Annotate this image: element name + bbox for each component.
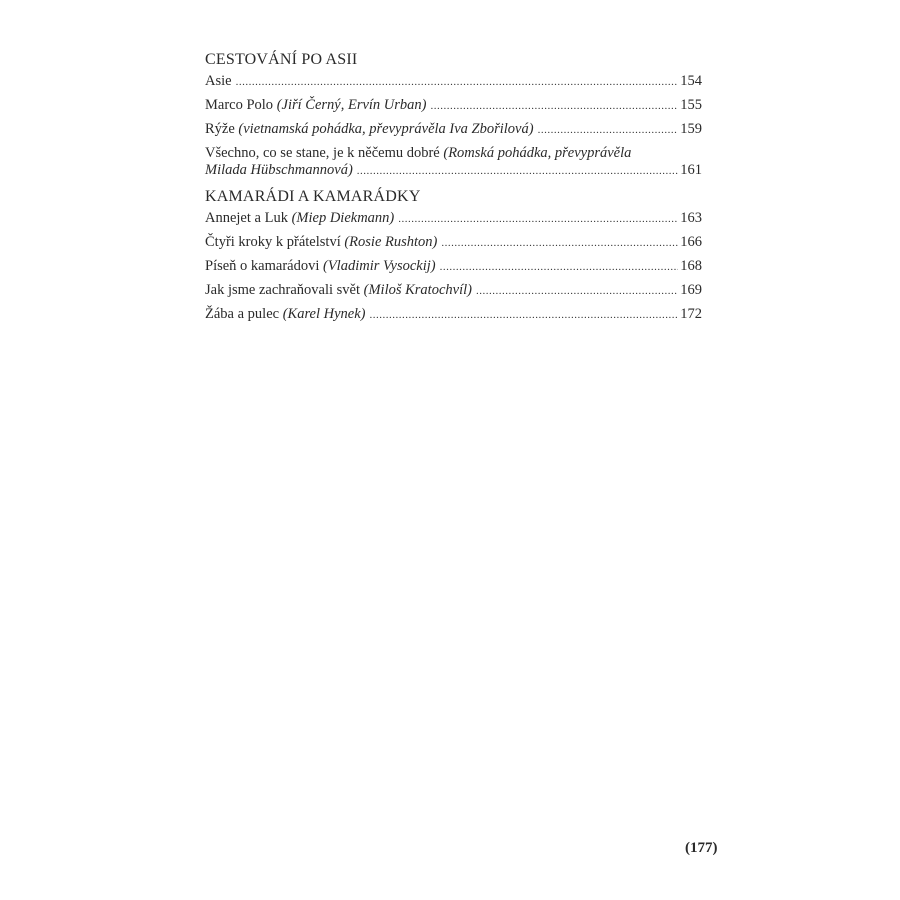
dot-leader (398, 211, 678, 228)
entry-author: (Romská pohádka, převyprávěla (443, 145, 632, 161)
toc-entry (205, 97, 702, 115)
entry-page-number: 154 (680, 73, 702, 89)
entry-title: Všechno, co se stane, je k něčemu dobré (205, 145, 444, 161)
entry-page-number: 168 (680, 258, 702, 274)
entry-author: (Rosie Rushton) (344, 234, 438, 250)
dot-leader (538, 122, 679, 139)
dot-leader (441, 235, 678, 252)
entry-title: Jak jsme zachraňovali svět (205, 282, 364, 298)
entry-author-continued: Milada Hübschmannová) (205, 162, 353, 178)
entry-title: Žába a pulec (205, 306, 283, 322)
dot-leader (440, 259, 679, 276)
entry-page-number: 163 (680, 210, 702, 226)
entry-author: (vietnamská pohádka, převyprávěla Iva Zbořilová) (238, 121, 534, 137)
entry-author: (Jiří Černý, Ervín Urban) (276, 97, 427, 113)
toc-entry (205, 282, 702, 300)
page-number: (177) (685, 840, 718, 856)
toc-entry (205, 210, 702, 228)
entry-page-number: 161 (680, 162, 702, 178)
entry-title: Rýže (205, 121, 239, 137)
toc-entry (205, 258, 702, 276)
entry-author: (Miep Diekmann) (291, 210, 395, 226)
section-heading: KAMARÁDI A KAMARÁDKY (205, 188, 421, 205)
dot-leader (476, 283, 678, 300)
entry-page-number: 159 (680, 121, 702, 137)
entry-page-number: 166 (680, 234, 702, 250)
entry-title: Marco Polo (205, 97, 277, 113)
entry-title: Čtyři kroky k přátelství (205, 234, 345, 250)
entry-page-number: 172 (680, 306, 702, 322)
entry-page-number: 169 (680, 282, 702, 298)
toc-entry (205, 145, 702, 180)
entry-title: Píseň o kamarádovi (205, 258, 323, 274)
dot-leader (431, 98, 679, 115)
entry-title: Annejet a Luk (205, 210, 292, 226)
toc-entry (205, 121, 702, 139)
entry-author: (Miloš Kratochvíl) (363, 282, 472, 298)
entry-page-number: 155 (680, 97, 702, 113)
toc-entry (205, 306, 702, 324)
section-heading: CESTOVÁNÍ PO ASII (205, 51, 358, 68)
toc-entry (205, 234, 702, 252)
entry-author: (Karel Hynek) (282, 306, 366, 322)
entry-author: (Vladimir Vysockij) (323, 258, 436, 274)
dot-leader (357, 163, 678, 180)
dot-leader (370, 307, 679, 324)
table-of-contents (205, 50, 702, 330)
entry-title: Asie (205, 73, 232, 89)
dot-leader (236, 74, 679, 91)
toc-entry (205, 73, 702, 91)
